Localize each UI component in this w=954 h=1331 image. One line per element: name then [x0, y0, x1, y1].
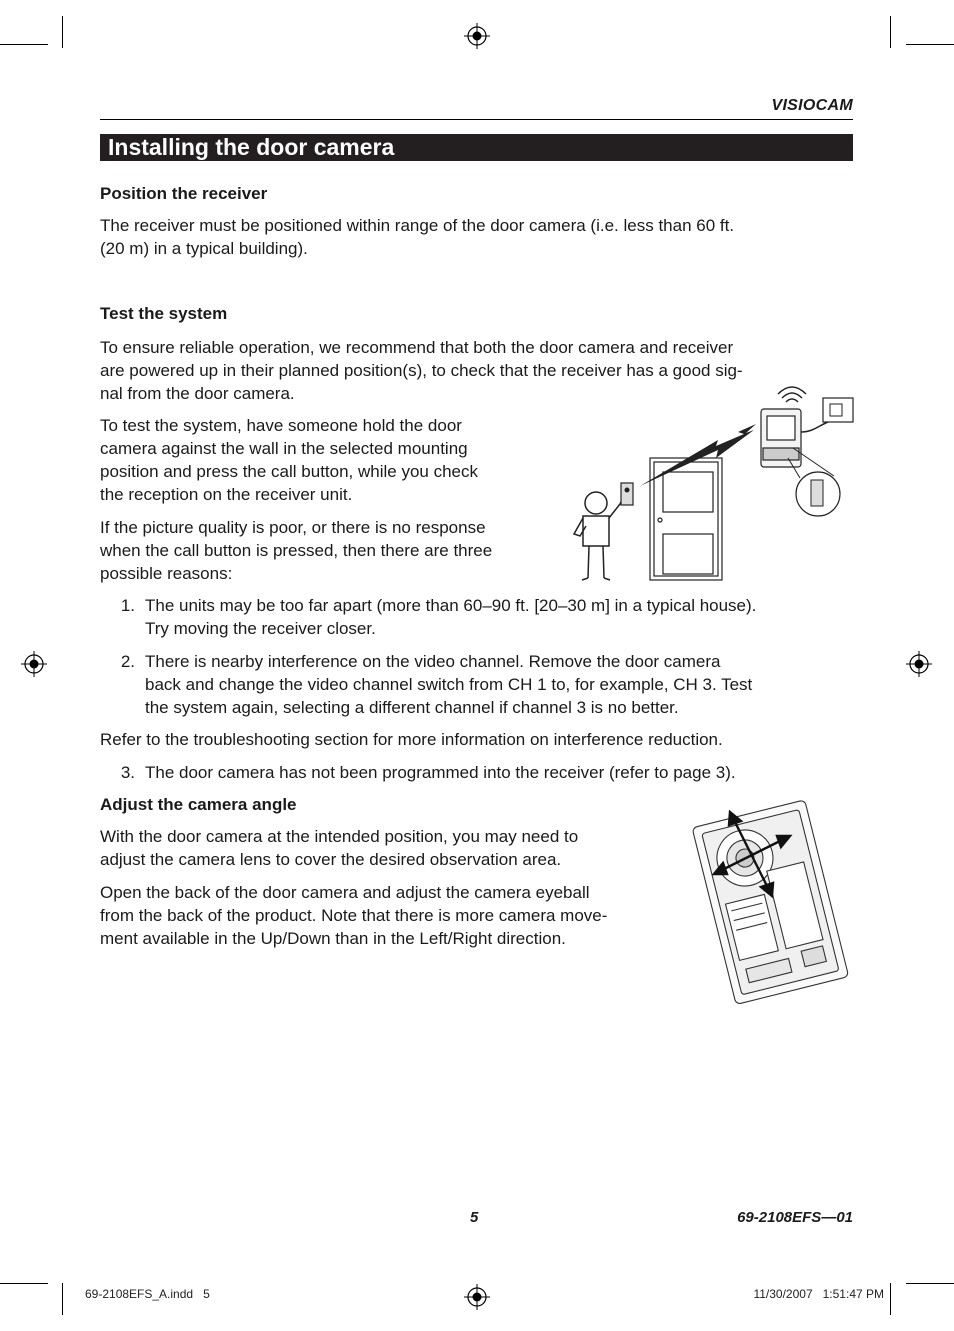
registration-mark-left — [21, 651, 47, 677]
list-item-line: The door camera has not been programmed into the receiver (refer to page 3). — [145, 763, 736, 782]
list-item-line: back and change the video channel switch from CH 1 to, for example, CH 3. Test — [145, 675, 753, 694]
header-rule — [100, 119, 853, 120]
person-figure — [574, 492, 624, 580]
list-item-line: Try moving the receiver closer. — [145, 619, 376, 638]
slug-timestamp: 11/30/2007 1:51:47 PM — [753, 1287, 884, 1301]
page-number: 5 — [470, 1209, 479, 1226]
running-header-brand: VISIOCAM — [771, 97, 853, 114]
paragraph-line: To ensure reliable operation, we recommend that both the door camera and receiver — [100, 338, 734, 357]
heading-test-system: Test the system — [100, 304, 228, 323]
list-number: 1. — [120, 596, 135, 615]
registration-mark-right — [906, 651, 932, 677]
paragraph-line: camera against the wall in the selected mounting — [100, 439, 468, 458]
paragraph-line: possible reasons: — [100, 564, 233, 583]
camera-back-illustration — [690, 800, 860, 1005]
door-camera-small — [621, 483, 633, 505]
paragraph-line: With the door camera at the intended position, you may need to — [100, 827, 579, 846]
paragraph-line: Open the back of the door camera and adjust the camera eyeball — [100, 883, 590, 902]
test-system-illustration — [568, 386, 868, 586]
paragraph-line: (20 m) in a typical building). — [100, 239, 308, 258]
document-code: 69-2108EFS—01 — [737, 1209, 853, 1226]
list-number: 3. — [120, 763, 135, 782]
list-item-line: the system again, selecting a different channel if channel 3 is no better. — [145, 698, 679, 717]
heading-adjust-camera-angle: Adjust the camera angle — [100, 795, 297, 814]
registration-mark-bottom — [464, 1284, 490, 1310]
receiver-unit — [761, 409, 801, 467]
paragraph-line: Refer to the troubleshooting section for more information on interference reduction. — [100, 730, 723, 749]
slug-filename: 69-2108EFS_A.indd 5 — [85, 1287, 210, 1301]
heading-position-receiver: Position the receiver — [100, 184, 268, 203]
list-item-line: There is nearby interference on the video channel. Remove the door camera — [145, 652, 721, 671]
paragraph-line: from the back of the product. Note that there is more camera move- — [100, 906, 608, 925]
paragraph-line: If the picture quality is poor, or there is no response — [100, 518, 486, 537]
list-number: 2. — [120, 652, 135, 671]
paragraph-line: nal from the door camera. — [100, 384, 295, 403]
section-title-bar — [100, 134, 853, 161]
paragraph-line: adjust the camera lens to cover the desired observation area. — [100, 850, 562, 869]
paragraph-line: the reception on the receiver unit. — [100, 485, 353, 504]
paragraph-line: The receiver must be positioned within range of the door camera (i.e. less than 60 ft. — [100, 216, 735, 235]
paragraph-line: are powered up in their planned position(s), to check that the receiver has a good sig- — [100, 361, 743, 380]
paragraph-line: ment available in the Up/Down than in the Left/Right direction. — [100, 929, 566, 948]
registration-mark-top — [464, 23, 490, 49]
signal-bolt — [640, 424, 756, 486]
list-item-line: The units may be too far apart (more than 60–90 ft. [20–30 m] in a typical house). — [145, 596, 757, 615]
section-title: Installing the door camera — [108, 134, 395, 160]
paragraph-line: position and press the call button, while you check — [100, 462, 479, 481]
paragraph-line: when the call button is pressed, then there are three — [100, 541, 493, 560]
paragraph-line: To test the system, have someone hold the door — [100, 416, 462, 435]
